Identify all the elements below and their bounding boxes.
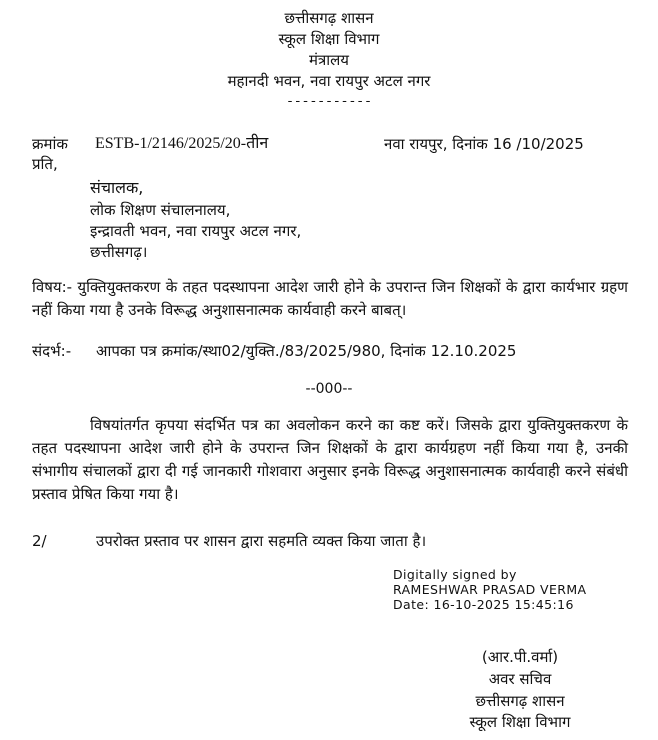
header-govt: छत्तीसगढ़ शासन [284, 9, 374, 27]
body-paragraph-1: विषयांतर्गत कृपया संदर्भित पत्र का अवलोकन करने का कष्ट करें। जिसके द्वारा युक्तियुक्तकरण के तहत पदस्थापना आदेश जारी होने के उपरान्त जिन शिक्षकों के द्वारा कार्यग्रहण नहीं किया गया है, उनकी संभागीय संचालकों द्वारा दी गई जानकारी गोशवारा अनुसार इनके विरूद्ध अनुशासनात्मक कार्यवाही करने संबंधी प्रस्ताव प्रेषित किया गया है। [32, 416, 628, 503]
signatory-designation: अवर सचिव [488, 670, 552, 688]
header-ministry: मंत्रालय [308, 51, 349, 69]
paragraph-2-number: 2/ [32, 532, 47, 550]
signatory-govt: छत्तीसगढ़ शासन [475, 692, 565, 710]
signatory-name: (आर.पी.वर्मा) [481, 648, 559, 666]
reference-text: आपका पत्र क्रमांक/स्था02/युक्ति./83/2025/980, दिनांक 12.10.2025 [96, 342, 517, 360]
digital-signature-date: Date: 16-10-2025 15:45:16 [393, 597, 574, 612]
digital-signature-name: RAMESHWAR PRASAD VERMA [393, 582, 587, 597]
subject: विषय:- युक्तियुक्तकरण के तहत पदस्थापना आदेश जारी होने के उपरान्त जिन शिक्षकों के द्वारा कार्यभार ग्रहण नहीं किया गया है उनके विरूद्ध अनुशासनात्मक कार्यवाही करने बाबत्। [32, 278, 628, 319]
body-paragraph-2: उपरोक्त प्रस्ताव पर शासन द्वारा सहमति व्यक्त किया जाता है। [96, 532, 427, 550]
header-department: स्कूल शिक्षा विभाग [278, 30, 380, 48]
prati: प्रति, [32, 155, 58, 173]
reference-label: संदर्भ:- [32, 342, 72, 360]
recipient-title: संचालक, [90, 178, 144, 197]
recipient-address: इन्द्रावती भवन, नवा रायपुर अटल नगर, [90, 222, 302, 240]
recipient-state: छत्तीसगढ़। [90, 243, 148, 261]
kramank-number: ESTB-1/2146/2025/20-तीन [95, 135, 269, 152]
header-divider: ----------- [286, 94, 372, 109]
header-address: महानदी भवन, नवा रायपुर अटल नगर [227, 72, 431, 90]
place-date: नवा रायपुर, दिनांक 16 /10/2025 [384, 135, 584, 153]
recipient-office: लोक शिक्षण संचालनालय, [90, 201, 231, 219]
separator: --000-- [305, 381, 353, 397]
signatory-department: स्कूल शिक्षा विभाग [469, 713, 571, 731]
digital-signature-label: Digitally signed by [393, 567, 517, 582]
kramank-label: क्रमांक [32, 135, 68, 153]
